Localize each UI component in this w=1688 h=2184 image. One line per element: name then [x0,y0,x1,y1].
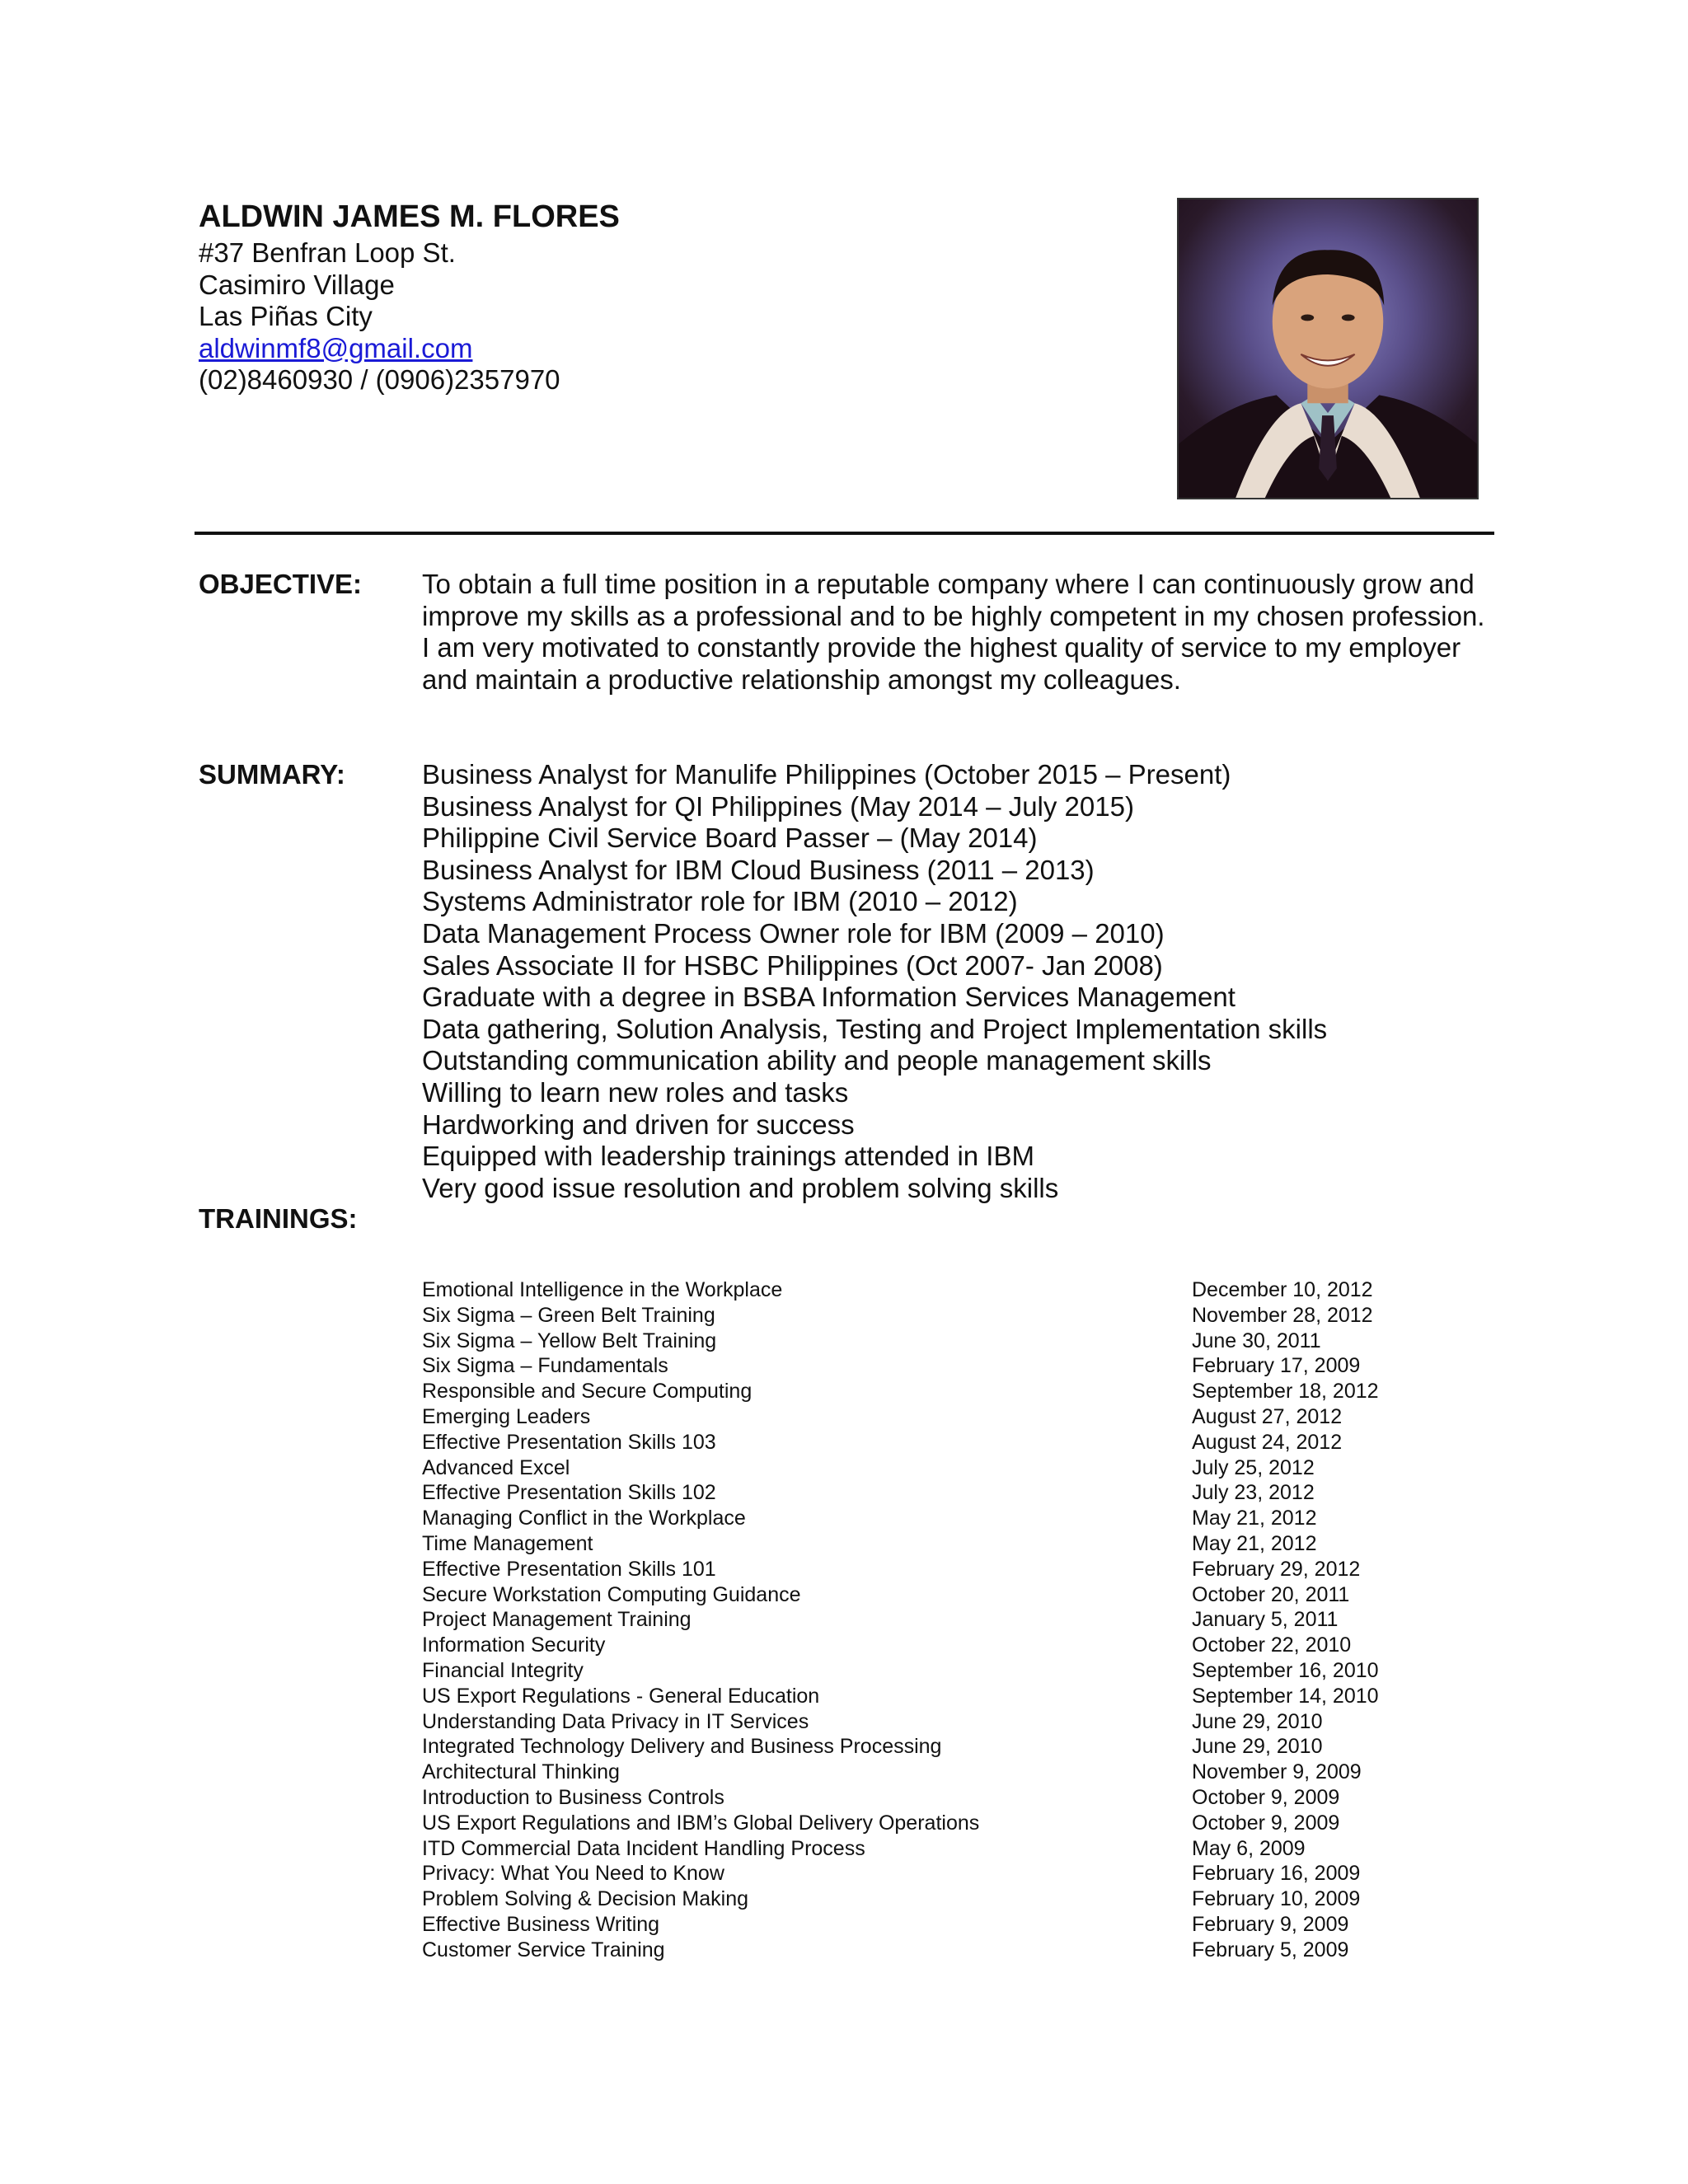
training-row [422,1480,1493,1506]
training-date: January 5, 2011 [1192,1608,1339,1632]
training-date: July 25, 2012 [1192,1455,1315,1479]
trainings-table [422,1277,1493,1963]
training-name: Managing Conflict in the Workplace [422,1507,746,1530]
training-date: February 9, 2009 [1192,1912,1349,1936]
training-date: September 16, 2010 [1192,1658,1379,1682]
portrait-icon [1179,199,1477,498]
training-date: October 20, 2011 [1192,1582,1350,1606]
contact-header [199,196,1146,396]
training-name: Financial Integrity [422,1658,584,1682]
training-row [422,1531,1493,1557]
training-name: Responsible and Secure Computing [422,1380,753,1404]
training-name: Understanding Data Privacy in IT Services [422,1709,809,1733]
training-name: ITD Commercial Data Incident Handling Process [422,1836,865,1860]
training-row [422,1658,1493,1684]
training-name: Emotional Intelligence in the Workplace [422,1278,783,1301]
training-name: Customer Service Training [422,1938,665,1961]
address-street: #37 Benfran Loop St. [199,237,456,268]
email-link[interactable]: aldwinmf8@gmail.com [199,332,473,363]
training-row [422,1430,1493,1455]
training-row [422,1404,1493,1430]
summary-label: SUMMARY: [199,759,345,790]
trainings-label: TRAININGS: [199,1203,358,1234]
summary-item: Equipped with leadership trainings attended in IBM [422,1141,1034,1172]
training-row [422,1861,1493,1886]
training-date: June 29, 2010 [1192,1709,1323,1733]
training-name: Information Security [422,1633,606,1657]
training-date: February 17, 2009 [1192,1354,1361,1378]
training-date: September 18, 2012 [1192,1380,1379,1404]
graduation-portrait-photo [1177,198,1479,499]
training-name: Time Management [422,1531,593,1555]
training-date: August 27, 2012 [1192,1404,1343,1428]
header-divider [195,532,1494,535]
training-row [422,1506,1493,1531]
training-date: October 9, 2009 [1192,1811,1340,1835]
summary-item: Data Management Process Owner role for IBM (2009 – 2010) [422,917,1165,949]
training-row [422,1455,1493,1481]
training-name: Emerging Leaders [422,1404,591,1428]
training-date: June 30, 2011 [1192,1329,1321,1352]
training-name: Architectural Thinking [422,1760,620,1784]
training-name: US Export Regulations and IBM’s Global Delivery Operations [422,1811,980,1835]
training-date: May 21, 2012 [1192,1531,1317,1555]
training-name: Integrated Technology Delivery and Business Processing [422,1735,942,1759]
training-row [422,1582,1493,1608]
training-row [422,1607,1493,1633]
training-date: February 5, 2009 [1192,1938,1349,1961]
training-row [422,1633,1493,1658]
training-date: October 22, 2010 [1192,1633,1352,1657]
training-name: Project Management Training [422,1608,692,1632]
training-name: Effective Presentation Skills 102 [422,1481,716,1505]
training-name: Six Sigma – Green Belt Training [422,1303,715,1327]
training-name: Effective Business Writing [422,1912,660,1936]
training-date: July 23, 2012 [1192,1481,1315,1505]
summary-item: Philippine Civil Service Board Passer – (May 2014) [422,823,1038,854]
summary-item: Willing to learn new roles and tasks [422,1076,849,1108]
summary-item: Graduate with a degree in BSBA Information Services Management [422,982,1236,1013]
training-date: November 28, 2012 [1192,1303,1373,1327]
training-row [422,1303,1493,1329]
training-row [422,1353,1493,1379]
training-date: September 14, 2010 [1192,1684,1379,1708]
training-name: Effective Presentation Skills 103 [422,1430,716,1454]
objective-text: To obtain a full time position in a reputable company where I can continuously grow and improve my skills as a professional and to be highly competent in my chosen profession. I am very motivated to constantly provide the highest quality of service to my employer and maintain a productive relationship amongst my colleagues. [422,569,1485,696]
training-row [422,1709,1493,1735]
training-row [422,1277,1493,1303]
training-date: October 9, 2009 [1192,1785,1340,1809]
training-row [422,1329,1493,1354]
training-date: November 9, 2009 [1192,1760,1362,1784]
summary-item: Data gathering, Solution Analysis, Testing and Project Implementation skills [422,1013,1328,1044]
training-row [422,1938,1493,1963]
training-row [422,1785,1493,1811]
phone-numbers: (02)8460930 / (0906)2357970 [199,364,560,395]
training-row [422,1912,1493,1938]
objective-label: OBJECTIVE: [199,569,363,599]
summary-item: Sales Associate II for HSBC Philippines (Oct 2007- Jan 2008) [422,949,1163,981]
training-name: Six Sigma – Yellow Belt Training [422,1329,717,1352]
training-date: May 6, 2009 [1192,1836,1306,1860]
training-name: Effective Presentation Skills 101 [422,1557,716,1581]
summary-list [422,759,1327,1204]
training-name: Advanced Excel [422,1455,570,1479]
training-date: February 29, 2012 [1192,1557,1361,1581]
training-row [422,1684,1493,1709]
training-row [422,1734,1493,1760]
training-name: Privacy: What You Need to Know [422,1862,724,1886]
training-name: Six Sigma – Fundamentals [422,1354,668,1378]
address-village: Casimiro Village [199,269,395,300]
training-name: Problem Solving & Decision Making [422,1887,749,1911]
training-name: Introduction to Business Controls [422,1785,724,1809]
summary-item: Business Analyst for Manulife Philippines (October 2015 – Present) [422,759,1231,790]
summary-item: Outstanding communication ability and people management skills [422,1045,1212,1076]
training-row [422,1760,1493,1785]
training-date: June 29, 2010 [1192,1735,1323,1759]
training-date: August 24, 2012 [1192,1430,1343,1454]
summary-item: Very good issue resolution and problem solving skills [422,1172,1059,1203]
training-name: Secure Workstation Computing Guidance [422,1582,801,1606]
training-date: December 10, 2012 [1192,1278,1373,1301]
training-row [422,1557,1493,1582]
training-row [422,1886,1493,1912]
training-row [422,1379,1493,1404]
training-date: February 16, 2009 [1192,1862,1361,1886]
summary-item: Business Analyst for QI Philippines (May 2014 – July 2015) [422,790,1134,822]
training-date: February 10, 2009 [1192,1887,1361,1911]
training-date: May 21, 2012 [1192,1507,1317,1530]
summary-item: Business Analyst for IBM Cloud Business (2011 – 2013) [422,854,1095,885]
training-row [422,1811,1493,1836]
summary-item: Systems Administrator role for IBM (2010 – 2012) [422,886,1018,917]
summary-item: Hardworking and driven for success [422,1108,855,1140]
training-row [422,1836,1493,1862]
address-city: Las Piñas City [199,301,373,331]
applicant-name: ALDWIN JAMES M. FLORES [199,199,620,234]
training-name: US Export Regulations - General Education [422,1684,820,1708]
